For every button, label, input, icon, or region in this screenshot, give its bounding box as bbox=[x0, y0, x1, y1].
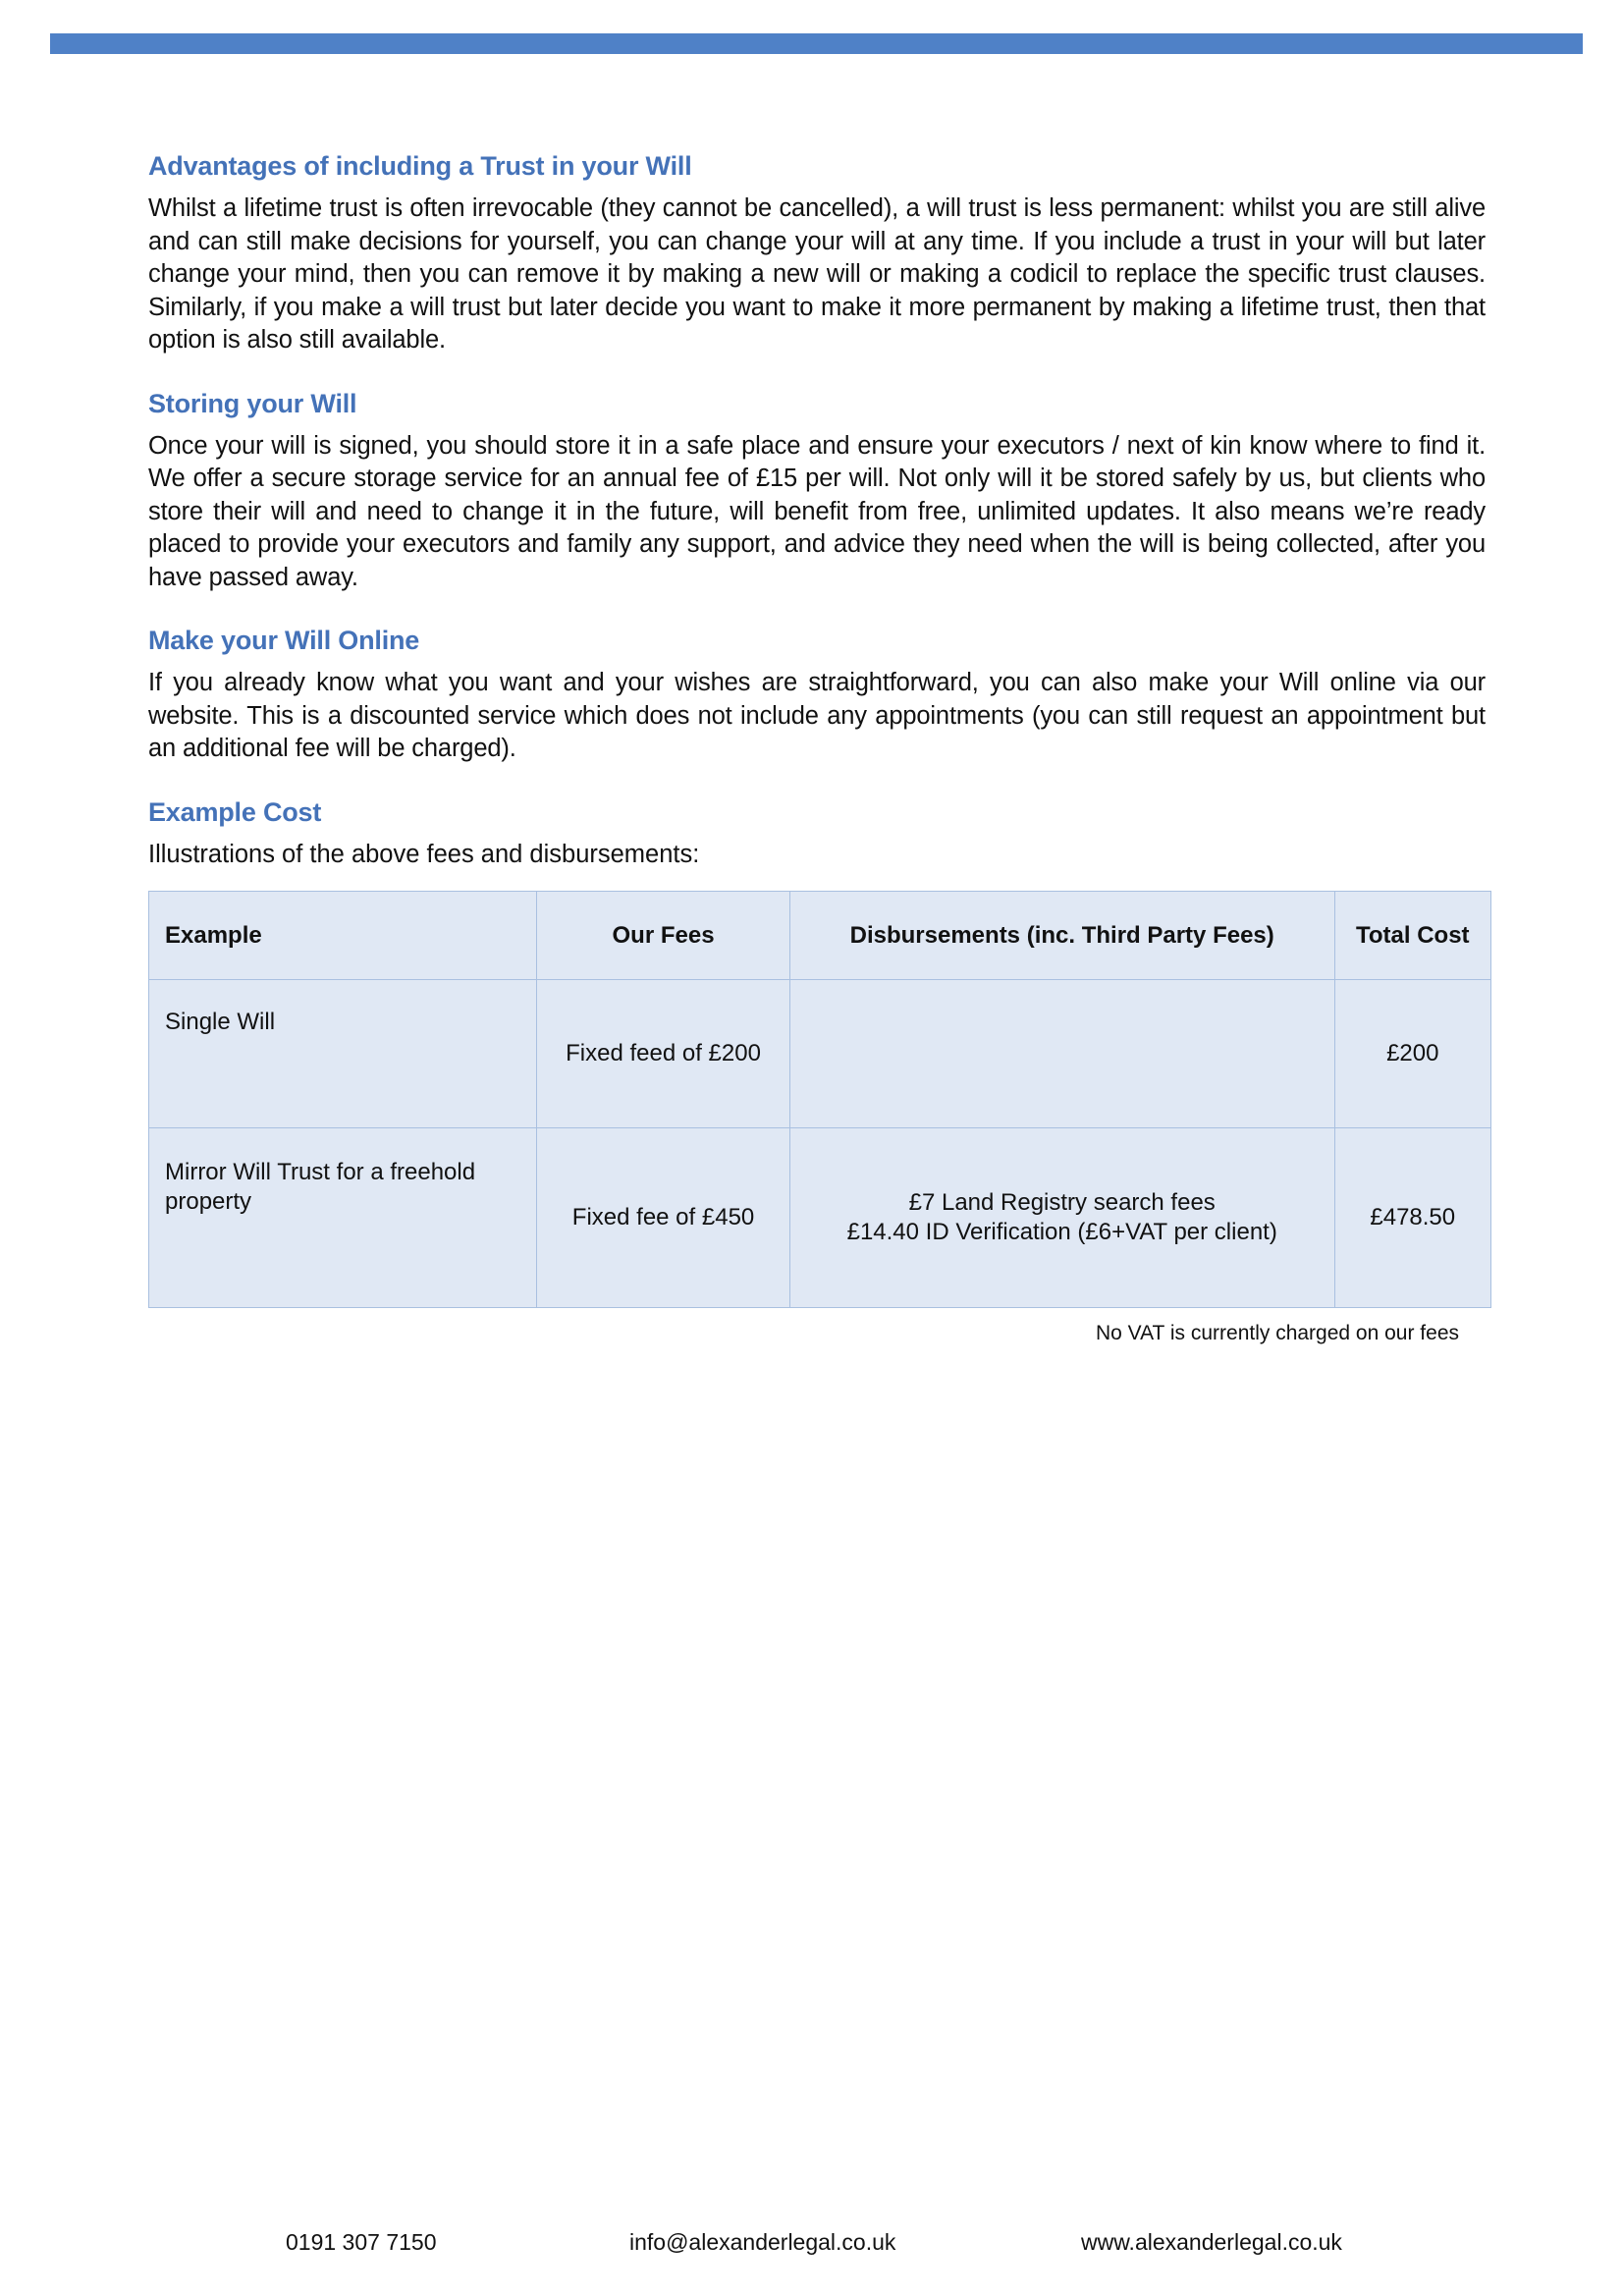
section-paragraph: Whilst a lifetime trust is often irrevocable (they cannot be cancelled), a will trust is less permanent: whilst you are still alive and can still make decisions for yourself, you can change your will at any time. If you include a trust in your will but later change your mind, then you can remove it by making a new will or making a codicil to replace the specific trust clauses. Similarly, if you make a will trust but later decide you want to make it more permanent by making a lifetime trust, then that option is also still available. bbox=[148, 194, 1486, 354]
vat-note: No VAT is currently charged on our fees bbox=[1095, 1322, 1459, 1344]
cell-total: £200 bbox=[1334, 980, 1490, 1128]
disbursement-line: £7 Land Registry search fees bbox=[908, 1189, 1216, 1216]
section-heading: Example Cost bbox=[148, 796, 322, 827]
section-storing-will bbox=[148, 385, 1486, 595]
section-heading: Make your Will Online bbox=[148, 626, 420, 655]
table-row bbox=[149, 1128, 1491, 1308]
fees-table bbox=[148, 891, 1491, 1308]
section-heading: Advantages of including a Trust in your Will bbox=[148, 151, 692, 181]
cell-disbursements bbox=[789, 980, 1334, 1128]
cell-total: £478.50 bbox=[1334, 1128, 1490, 1308]
section-paragraph: If you already know what you want and your wishes are straightforward, you can also make your Will online via our website. This is a discounted service which does not include any appointments (you can still request an appointment but an additional fee will be charged). bbox=[148, 669, 1486, 762]
document-body bbox=[148, 147, 1486, 1314]
table-row bbox=[149, 980, 1491, 1128]
table-header-row bbox=[149, 892, 1491, 980]
header-accent-bar bbox=[50, 33, 1583, 54]
footer-phone: 0191 307 7150 bbox=[286, 2229, 437, 2255]
column-header: Total Cost bbox=[1334, 892, 1490, 980]
section-example-cost bbox=[148, 793, 1486, 1309]
cell-disbursements bbox=[789, 1128, 1334, 1308]
cell-example: Mirror Will Trust for a freehold property bbox=[149, 1128, 537, 1308]
cell-example: Single Will bbox=[149, 980, 537, 1128]
column-header: Example bbox=[149, 892, 537, 980]
section-trust-advantages bbox=[148, 147, 1486, 357]
section-heading: Storing your Will bbox=[148, 388, 357, 418]
column-header: Our Fees bbox=[537, 892, 790, 980]
footer-email: info@alexanderlegal.co.uk bbox=[629, 2229, 896, 2255]
disbursement-line: £14.40 ID Verification (£6+VAT per client) bbox=[846, 1219, 1277, 1245]
footer-website: www.alexanderlegal.co.uk bbox=[1081, 2229, 1342, 2255]
section-paragraph: Once your will is signed, you should store it in a safe place and ensure your executors / next of kin know where to find it. We offer a secure storage service for an annual fee of £15 per will. Not only will it be stored safely by us, but clients who store their will and need to change it in the future, will benefit from free, unlimited updates. It also means we’re ready placed to provide your executors and family any support, and advice they need when the will is being collected, after you have passed away. bbox=[148, 431, 1486, 591]
cell-fees: Fixed fee of £450 bbox=[537, 1128, 790, 1308]
table-intro: Illustrations of the above fees and disbursements: bbox=[148, 840, 700, 868]
section-will-online bbox=[148, 622, 1486, 766]
column-header: Disbursements (inc. Third Party Fees) bbox=[789, 892, 1334, 980]
cell-fees: Fixed feed of £200 bbox=[537, 980, 790, 1128]
